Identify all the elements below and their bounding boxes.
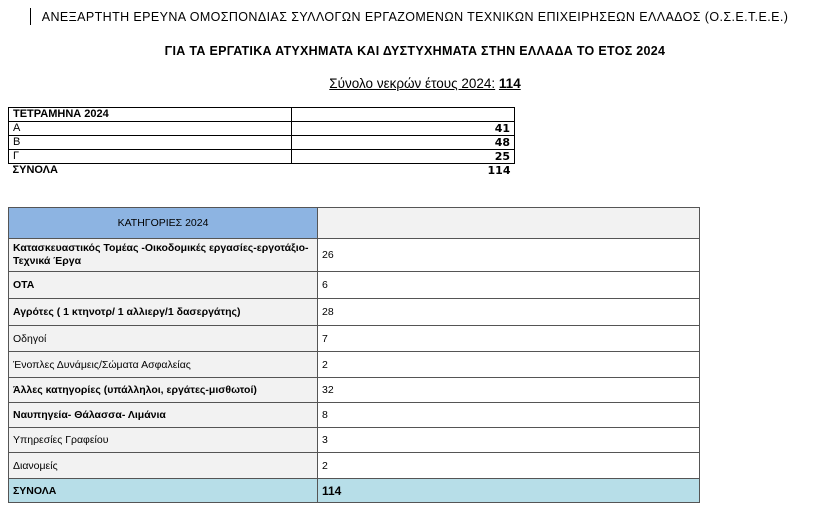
category-value: 7 [318, 326, 700, 352]
quarters-table [8, 107, 515, 177]
quarters-header-row [9, 108, 515, 122]
quarters-total-value: 114 [487, 164, 511, 177]
table-row [9, 239, 700, 272]
quarters-header-empty [292, 108, 515, 122]
quarter-value: 48 [292, 136, 515, 150]
quarter-label: Β [9, 136, 292, 150]
table-row [9, 428, 700, 453]
category-value: 26 [318, 239, 700, 272]
total-deaths-line [0, 76, 830, 91]
table-row [9, 136, 515, 150]
category-value: 8 [318, 403, 700, 428]
table-row [9, 150, 515, 164]
categories-total-label: ΣΥΝΟΛΑ [9, 479, 318, 503]
total-deaths-label: Σύνολο νεκρών έτους 2024: [329, 76, 496, 91]
categories-total-row [9, 479, 700, 503]
table-row [9, 326, 700, 352]
table-row [9, 272, 700, 299]
category-value: 28 [318, 299, 700, 326]
table-row [9, 378, 700, 403]
category-label: Ένοπλες Δυνάμεις/Σώματα Ασφαλείας [9, 352, 318, 378]
table-row [9, 453, 700, 479]
category-label: ΟΤΑ [9, 272, 318, 299]
quarter-value: 41 [292, 122, 515, 136]
quarter-label: Γ [9, 150, 292, 164]
categories-table [8, 207, 700, 503]
category-label: Υπηρεσίες Γραφείου [9, 428, 318, 453]
quarters-total-row [9, 164, 515, 178]
category-label: Άλλες κατηγορίες (υπάλληλοι, εργάτες-μισθωτοί) [9, 378, 318, 403]
total-deaths-value: 114 [498, 76, 521, 91]
table-row [9, 403, 700, 428]
table-row [9, 299, 700, 326]
report-subtitle: ΓΙΑ ΤΑ ΕΡΓΑΤΙΚΑ ΑΤΥΧΗΜΑΤΑ ΚΑΙ ΔΥΣΤΥΧΗΜΑΤΑ ΣΤΗΝ ΕΛΛΑΔΑ ΤΟ ΕΤΟΣ 2024 [164, 44, 666, 58]
category-value: 32 [318, 378, 700, 403]
category-value: 2 [318, 352, 700, 378]
category-value: 2 [318, 453, 700, 479]
categories-total-value: 114 [318, 479, 700, 503]
category-label: Κατασκευαστικός Τομέας -Οικοδομικές εργασίες-εργοτάξιο-Τεχνικά Έργα [9, 239, 318, 272]
category-label: Ναυπηγεία- Θάλασσα- Λιμάνια [9, 403, 318, 428]
categories-header-row [9, 208, 700, 239]
category-value: 3 [318, 428, 700, 453]
quarters-header: ΤΕΤΡΑΜΗΝΑ 2024 [9, 108, 292, 122]
categories-header-empty [318, 208, 700, 239]
quarters-total-label: ΣΥΝΟΛΑ [12, 164, 58, 176]
category-label: Οδηγοί [9, 326, 318, 352]
quarter-label: Α [9, 122, 292, 136]
report-title: ΑΝΕΞΑΡΤΗΤΗ ΕΡΕΥΝΑ ΟΜΟΣΠΟΝΔΙΑΣ ΣΥΛΛΟΓΩΝ ΕΡΓΑΖΟΜΕΝΩΝ ΤΕΧΝΙΚΩΝ ΕΠΙΧΕΙΡΗΣΕΩΝ ΕΛΛΑΔΟΣ (Ο.Σ.Ε.Τ.Ε.Ε.) [41, 10, 789, 24]
category-value: 6 [318, 272, 700, 299]
quarter-value: 25 [292, 150, 515, 164]
category-label: Διανομείς [9, 453, 318, 479]
categories-header: ΚΑΤΗΓΟΡΙΕΣ 2024 [9, 208, 318, 239]
category-label: Αγρότες ( 1 κτηνοτρ/ 1 αλλιεργ/1 δασεργάτης) [9, 299, 318, 326]
table-row [9, 122, 515, 136]
table-row [9, 352, 700, 378]
